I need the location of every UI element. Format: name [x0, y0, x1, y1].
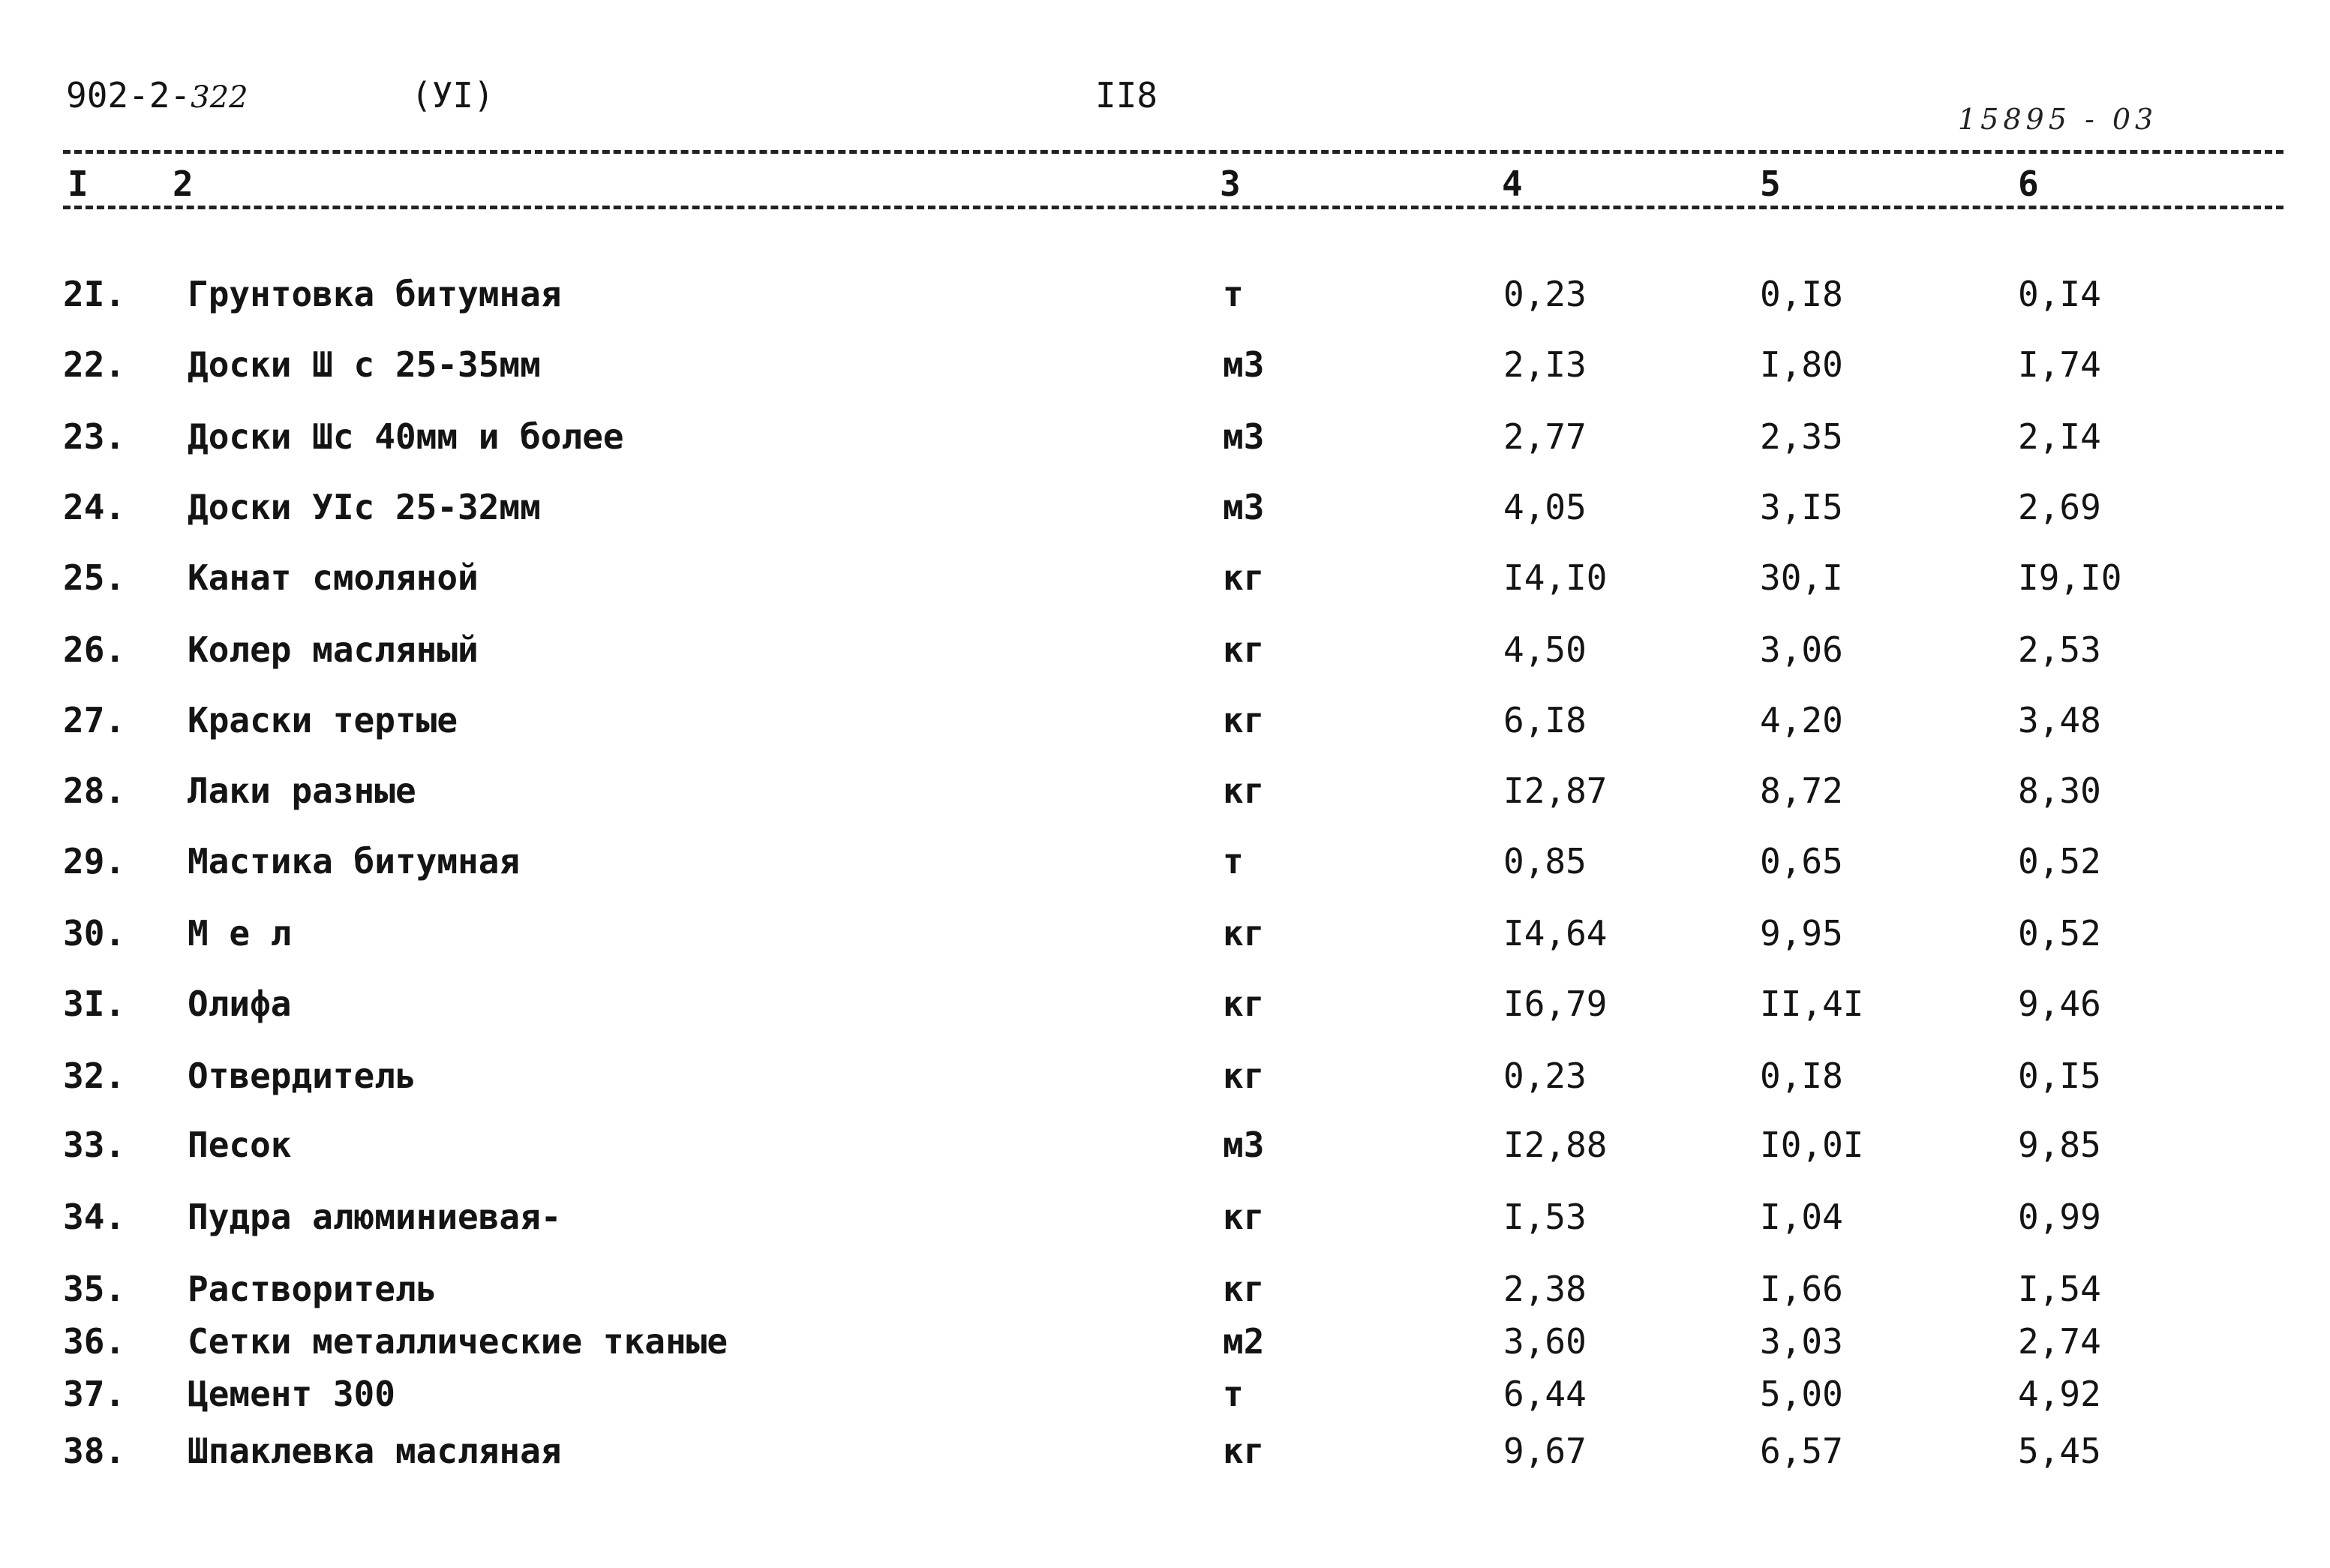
- row-number: 35.: [63, 1269, 126, 1309]
- row-number: 32.: [63, 1056, 126, 1096]
- unit: кг: [1223, 770, 1265, 811]
- table-row: [0, 768, 2330, 813]
- document-number-prefix: 902-2-: [66, 75, 191, 116]
- value-col-4: 2,I3: [1503, 344, 1587, 385]
- row-number: 36.: [63, 1321, 126, 1362]
- value-col-5: 3,03: [1760, 1321, 1843, 1362]
- material-name: Олифа: [188, 984, 292, 1024]
- column-number-5: 5: [1755, 167, 1785, 201]
- material-name: Доски Шс 40мм и более: [188, 416, 624, 457]
- table-row: [0, 981, 2330, 1026]
- unit: т: [1223, 1374, 1244, 1414]
- row-number: 37.: [63, 1374, 126, 1414]
- value-col-6: I9,I0: [2018, 557, 2122, 598]
- value-col-6: 9,46: [2018, 984, 2101, 1024]
- handwritten-code: 15895 - 03: [1958, 103, 2158, 136]
- table-row: [0, 839, 2330, 884]
- value-col-4: 0,23: [1503, 1056, 1587, 1096]
- value-col-4: 9,67: [1503, 1431, 1587, 1471]
- row-number: 28.: [63, 770, 126, 811]
- section-label: (УI): [411, 75, 494, 116]
- value-col-5: 0,65: [1760, 841, 1843, 882]
- value-col-5: 3,06: [1760, 629, 1843, 670]
- table-row: [0, 555, 2330, 600]
- value-col-4: 4,05: [1503, 487, 1587, 527]
- row-number: 34.: [63, 1197, 126, 1237]
- value-col-6: I,54: [2018, 1269, 2101, 1309]
- material-name: Доски УIс 25-32мм: [188, 487, 541, 527]
- value-col-4: 3,60: [1503, 1321, 1587, 1362]
- value-col-6: 2,74: [2018, 1321, 2101, 1362]
- value-col-5: 4,20: [1760, 700, 1843, 740]
- unit: кг: [1223, 629, 1265, 670]
- value-col-4: 2,77: [1503, 416, 1587, 457]
- material-name: Отвердитель: [188, 1056, 416, 1096]
- material-name: Шпаклевка масляная: [188, 1431, 562, 1471]
- value-col-5: 0,I8: [1760, 274, 1843, 314]
- value-col-5: II,4I: [1760, 984, 1864, 1024]
- row-number: 24.: [63, 487, 126, 527]
- value-col-6: 0,52: [2018, 913, 2101, 954]
- value-col-6: 0,99: [2018, 1197, 2101, 1237]
- table-row: [0, 911, 2330, 956]
- value-col-5: 30,I: [1760, 557, 1843, 598]
- value-col-4: I4,64: [1503, 913, 1608, 954]
- row-number: 25.: [63, 557, 126, 598]
- material-name: Сетки металлические тканые: [188, 1321, 728, 1362]
- value-col-6: 0,52: [2018, 841, 2101, 882]
- unit: кг: [1223, 1269, 1265, 1309]
- unit: м3: [1223, 416, 1265, 457]
- row-number: 3I.: [63, 984, 126, 1024]
- value-col-5: 0,I8: [1760, 1056, 1843, 1096]
- value-col-6: 2,53: [2018, 629, 2101, 670]
- value-col-4: I2,88: [1503, 1125, 1608, 1165]
- column-number-6: 6: [2013, 167, 2043, 201]
- material-name: Колер масляный: [188, 629, 479, 670]
- value-col-4: 2,38: [1503, 1269, 1587, 1309]
- value-col-5: 5,00: [1760, 1374, 1843, 1414]
- row-number: 26.: [63, 629, 126, 670]
- value-col-5: 9,95: [1760, 913, 1843, 954]
- header-divider-bottom: [63, 206, 2283, 209]
- unit: м3: [1223, 1125, 1265, 1165]
- column-number-3: 3: [1215, 167, 1245, 201]
- value-col-5: 3,I5: [1760, 487, 1843, 527]
- value-col-6: 2,I4: [2018, 416, 2101, 457]
- value-col-5: 6,57: [1760, 1431, 1843, 1471]
- value-col-4: I4,I0: [1503, 557, 1608, 598]
- row-number: 27.: [63, 700, 126, 740]
- value-col-5: I,04: [1760, 1197, 1843, 1237]
- table-row: [0, 1053, 2330, 1098]
- table-row: [0, 414, 2330, 459]
- table-row: [0, 1319, 2330, 1364]
- unit: кг: [1223, 913, 1265, 954]
- value-col-4: I2,87: [1503, 770, 1608, 811]
- table-row: [0, 627, 2330, 672]
- document-number-handwritten: 322: [191, 80, 248, 115]
- header-divider-top: [63, 150, 2283, 154]
- value-col-4: 0,85: [1503, 841, 1587, 882]
- table-row: [0, 485, 2330, 530]
- unit: м2: [1223, 1321, 1265, 1362]
- value-col-6: 5,45: [2018, 1431, 2101, 1471]
- value-col-6: I,74: [2018, 344, 2101, 385]
- table-row: [0, 342, 2330, 387]
- value-col-6: 3,48: [2018, 700, 2101, 740]
- table-row: [0, 1122, 2330, 1167]
- unit: кг: [1223, 1197, 1265, 1237]
- value-col-4: 6,I8: [1503, 700, 1587, 740]
- material-name: М е л: [188, 913, 292, 954]
- row-number: 2I.: [63, 274, 126, 314]
- column-number-4: 4: [1497, 167, 1527, 201]
- document-number: [66, 75, 248, 116]
- material-name: Пудра алюминиевая-: [188, 1197, 562, 1237]
- value-col-4: 4,50: [1503, 629, 1587, 670]
- material-name: Грунтовка битумная: [188, 274, 562, 314]
- unit: кг: [1223, 1431, 1265, 1471]
- value-col-4: I6,79: [1503, 984, 1608, 1024]
- value-col-6: 4,92: [2018, 1374, 2101, 1414]
- table-row: [0, 1194, 2330, 1239]
- value-col-4: I,53: [1503, 1197, 1587, 1237]
- material-name: Краски тертые: [188, 700, 458, 740]
- table-row: [0, 1428, 2330, 1473]
- row-number: 30.: [63, 913, 126, 954]
- material-name: Растворитель: [188, 1269, 437, 1309]
- unit: т: [1223, 841, 1244, 882]
- value-col-4: 6,44: [1503, 1374, 1587, 1414]
- unit: кг: [1223, 557, 1265, 598]
- value-col-4: 0,23: [1503, 274, 1587, 314]
- unit: м3: [1223, 344, 1265, 385]
- material-name: Канат смоляной: [188, 557, 479, 598]
- table-row: [0, 272, 2330, 317]
- table-row: [0, 1371, 2330, 1416]
- material-name: Лаки разные: [188, 770, 416, 811]
- unit: кг: [1223, 700, 1265, 740]
- value-col-6: 8,30: [2018, 770, 2101, 811]
- value-col-6: 9,85: [2018, 1125, 2101, 1165]
- value-col-6: 2,69: [2018, 487, 2101, 527]
- value-col-5: 2,35: [1760, 416, 1843, 457]
- table-row: [0, 1266, 2330, 1311]
- value-col-5: 8,72: [1760, 770, 1843, 811]
- value-col-5: I,80: [1760, 344, 1843, 385]
- row-number: 29.: [63, 841, 126, 882]
- material-name: Песок: [188, 1125, 292, 1165]
- unit: т: [1223, 274, 1244, 314]
- material-name: Цемент 300: [188, 1374, 395, 1414]
- unit: кг: [1223, 984, 1265, 1024]
- value-col-5: I,66: [1760, 1269, 1843, 1309]
- column-number-1: I: [63, 167, 93, 201]
- value-col-6: 0,I5: [2018, 1056, 2101, 1096]
- value-col-6: 0,I4: [2018, 274, 2101, 314]
- column-number-2: 2: [168, 167, 198, 201]
- row-number: 23.: [63, 416, 126, 457]
- row-number: 33.: [63, 1125, 126, 1165]
- row-number: 38.: [63, 1431, 126, 1471]
- unit: м3: [1223, 487, 1265, 527]
- row-number: 22.: [63, 344, 126, 385]
- unit: кг: [1223, 1056, 1265, 1096]
- page-number: II8: [1095, 75, 1158, 116]
- value-col-5: I0,0I: [1760, 1125, 1864, 1165]
- material-name: Мастика битумная: [188, 841, 521, 882]
- material-name: Доски Ш с 25-35мм: [188, 344, 541, 385]
- table-row: [0, 698, 2330, 743]
